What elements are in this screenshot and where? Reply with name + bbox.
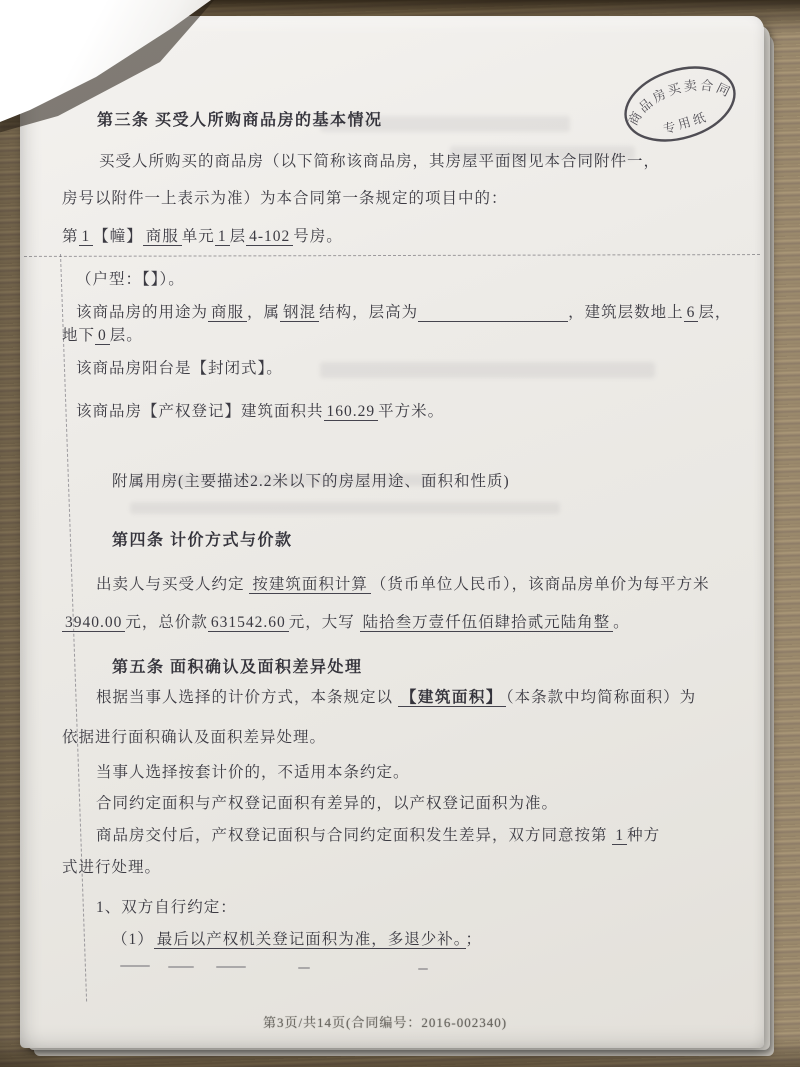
contract-page (20, 16, 764, 1048)
stamp-arc-text: 商品房买卖合同 (625, 77, 735, 128)
article3-heading: 第三条 买受人所购商品房的基本情况 (97, 112, 383, 129)
article5-line1 (96, 685, 696, 707)
usage-seg3: 结构，层高为 (319, 304, 419, 321)
article5-line5 (96, 823, 660, 845)
area-seg1: 该商品房【产权登记】建筑面积共 (76, 403, 324, 420)
basis-seg1: 根据当事人选择的计价方式，本条规定以 (96, 689, 398, 706)
article5-line6: 式进行处理。 (62, 859, 162, 876)
article3-area-line (76, 399, 444, 421)
article3-huxing-line: （户型：【】）。 (76, 271, 185, 288)
ink-bleed-mark (130, 502, 560, 514)
area-value: 160.29 (324, 403, 379, 421)
usage-seg1: 该商品房的用途为 (76, 304, 209, 321)
structure-value: 钢混 (280, 304, 319, 322)
unit-price-value: 3940.00 (62, 614, 125, 632)
usage-seg7: 层。 (109, 327, 143, 344)
usage-seg5: 层， (698, 304, 732, 321)
usage-seg2: ，属 (247, 304, 281, 321)
article3-intro-line2: 房号以附件一上表示为准）为本合同第一条规定的项目中的： (62, 190, 508, 207)
stamp-oval (617, 55, 744, 153)
basis-seg2: （本条款中均简称面积）为 (505, 689, 697, 706)
price-seg1: 出卖人与买受人约定 (96, 576, 250, 593)
building-bracket: 【幢】 (93, 228, 143, 245)
diff-seg1: 商品房交付后，产权登记面积与合同约定面积发生差异，双方同意按第 (96, 827, 613, 844)
erased-text-dash (418, 968, 428, 970)
article3-usage-line2 (62, 323, 143, 345)
building-use-value: 商服 (143, 228, 182, 246)
diff-seg2: 种方 (627, 827, 661, 844)
area-basis-value: 【建筑面积】 (398, 689, 506, 707)
page-number-footer: 第3页/共14页(合同编号：2016-002340) (262, 1015, 508, 1030)
price-seg3: 元，总价款 (125, 614, 208, 631)
article5-line2: 依据进行面积确认及面积差异处理。 (62, 729, 327, 746)
building-number-value: 1 (79, 228, 94, 246)
article4-line2 (62, 610, 630, 632)
ink-bleed-mark (320, 362, 655, 378)
article5-line3: 当事人选择按套计价的，不适用本条约定。 (96, 764, 410, 781)
article3-building-line (62, 224, 343, 246)
floor-label: 层 (229, 228, 247, 245)
price-seg4: 元，大写 (288, 614, 360, 631)
floors-above-value: 6 (684, 304, 699, 322)
building-prefix: 第 (62, 228, 79, 245)
erased-text-dash (216, 966, 246, 968)
area-seg2: 平方米。 (378, 403, 445, 420)
unit-label: 单元 (181, 228, 215, 245)
article3-usage-line1 (76, 300, 731, 322)
total-price-value: 631542.60 (208, 614, 289, 632)
article3-balcony-line: 该商品房阳台是【封闭式】。 (76, 360, 283, 377)
fold-crease-line (24, 254, 760, 257)
sub1-tail: ； (465, 931, 483, 948)
stamp-bottom-text: 专用纸 (661, 109, 711, 137)
story-height-blank-field (418, 306, 568, 322)
article5-item1: 1、双方自行约定： (96, 899, 237, 916)
usage-seg6: 地下 (62, 327, 96, 344)
article4-line1 (96, 572, 710, 594)
room-number-value: 4-102 (246, 228, 293, 246)
usage-seg4: ，建筑层数地上 (568, 304, 684, 321)
price-seg2: （货币单位人民币），该商品房单价为每平方米 (370, 576, 710, 593)
sub1-label: （1） (112, 931, 154, 948)
article3-intro-line1: 买受人所购买的商品房（以下简称该商品房，其房屋平面图见本合同附件一， (99, 153, 661, 170)
erased-text-dash (120, 965, 150, 967)
price-seg5: 。 (613, 614, 630, 631)
sub1-agreement-value: 最后以产权机关登记面积为准，多退少补。 (154, 931, 466, 949)
article4-heading: 第四条 计价方式与价款 (112, 532, 293, 549)
erased-text-dash (168, 966, 194, 968)
total-price-capitals-value: 陆拾叁万壹仟伍佰肆拾贰元陆角整 (360, 614, 614, 632)
article5-sub1 (112, 927, 482, 949)
article5-heading: 第五条 面积确认及面积差异处理 (112, 659, 363, 676)
erased-text-dash (298, 967, 310, 969)
option-number-value: 1 (612, 827, 627, 845)
article5-line4: 合同约定面积与产权登记面积有差异的，以产权登记面积为准。 (96, 795, 559, 812)
usage-value: 商服 (208, 304, 247, 322)
floor-number-value: 1 (215, 228, 230, 246)
pricing-method-value: 按建筑面积计算 (249, 576, 371, 594)
article3-annex-line: 附属用房(主要描述2.2米以下的房屋用途、面积和性质) (112, 473, 510, 490)
floors-below-value: 0 (95, 327, 110, 345)
room-suffix: 号房。 (293, 228, 343, 245)
